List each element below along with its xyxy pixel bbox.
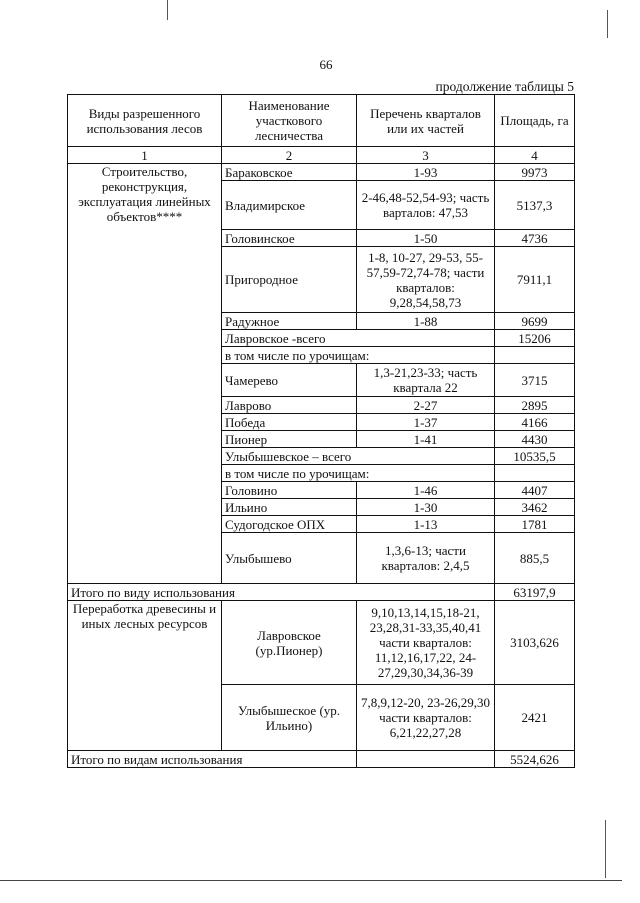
quarters: 9,10,13,14,15,18-21, 23,28,31-33,35,40,41 части кварталов: 11,12,16,17,22, 24-27,29,30,34,36-39	[357, 601, 495, 685]
forestry-name: Бараковское	[222, 164, 357, 181]
quarters: 1-46	[357, 482, 495, 499]
scan-mark-top	[167, 0, 168, 20]
forestry-name: Пригородное	[222, 247, 357, 313]
quarters: 2-46,48-52,54-93; часть варталов: 47,53	[357, 181, 495, 230]
forestry-subtotal-name: Лавровское -всего	[222, 330, 495, 347]
area: 10535,5	[495, 448, 575, 465]
column-number: 2	[222, 147, 357, 164]
area: 3462	[495, 499, 575, 516]
table-continuation-label: продолжение таблицы 5	[435, 79, 574, 94]
forestry-name: Пионер	[222, 431, 357, 448]
use-type-total-value: 63197,9	[495, 584, 575, 601]
quarters: 1-50	[357, 230, 495, 247]
quarters: 1-93	[357, 164, 495, 181]
area: 885,5	[495, 533, 575, 584]
area: 15206	[495, 330, 575, 347]
header-quarters: Перечень кварталов или их частей	[357, 95, 495, 147]
column-number-row	[68, 147, 575, 164]
forestry-name: Ильино	[222, 499, 357, 516]
table-row	[68, 601, 575, 685]
area: 7911,1	[495, 247, 575, 313]
table-row	[68, 164, 575, 181]
grand-total-empty-cell	[357, 751, 495, 768]
page-bottom-rule	[0, 880, 622, 881]
quarters: 1-8, 10-27, 29-53, 55-57,59-72,74-78; части кварталов: 9,28,54,58,73	[357, 247, 495, 313]
forestry-name: Радужное	[222, 313, 357, 330]
table-row-grand-total	[68, 751, 575, 768]
quarters: 1-13	[357, 516, 495, 533]
table-row-total	[68, 584, 575, 601]
forestry-name: Головино	[222, 482, 357, 499]
area: 4430	[495, 431, 575, 448]
quarters: 1,3-21,23-33; часть квартала 22	[357, 364, 495, 397]
forestry-name: Чамерево	[222, 364, 357, 397]
column-number: 4	[495, 147, 575, 164]
quarters: 1,3,6-13; части кварталов: 2,4,5	[357, 533, 495, 584]
quarters: 1-88	[357, 313, 495, 330]
quarters: 2-27	[357, 397, 495, 414]
area: 9699	[495, 313, 575, 330]
area: 4736	[495, 230, 575, 247]
area: 1781	[495, 516, 575, 533]
header-use-type: Виды разрешенного использования лесов	[68, 95, 222, 147]
area: 2895	[495, 397, 575, 414]
use-type-cell: Переработка древесины и иных лесных ресурсов	[68, 601, 222, 751]
forestry-name: Лавровское (ур.Пионер)	[222, 601, 357, 685]
area: 5137,3	[495, 181, 575, 230]
forestry-name: Владимирское	[222, 181, 357, 230]
area: 3103,626	[495, 601, 575, 685]
use-type-cell: Строительство, реконструкция, эксплуатация линейных объектов****	[68, 164, 222, 584]
column-number: 3	[357, 147, 495, 164]
header-area: Площадь, га	[495, 95, 575, 147]
subheading-by-tracts: в том числе по урочищам:	[222, 347, 495, 364]
quarters: 1-41	[357, 431, 495, 448]
area: 9973	[495, 164, 575, 181]
quarters: 1-30	[357, 499, 495, 516]
use-type-total-label: Итого по виду использования	[68, 584, 495, 601]
quarters: 7,8,9,12-20, 23-26,29,30 части кварталов: 6,21,22,27,28	[357, 685, 495, 751]
grand-total-value: 5524,626	[495, 751, 575, 768]
area	[495, 347, 575, 364]
area: 4407	[495, 482, 575, 499]
table-header-row	[68, 95, 575, 147]
forest-use-table	[67, 94, 575, 768]
area: 2421	[495, 685, 575, 751]
forestry-name: Судогодское ОПХ	[222, 516, 357, 533]
scan-edge-right	[605, 820, 606, 878]
forestry-name: Головинское	[222, 230, 357, 247]
area	[495, 465, 575, 482]
column-number: 1	[68, 147, 222, 164]
forestry-name: Улыбышеское (ур. Ильино)	[222, 685, 357, 751]
area: 4166	[495, 414, 575, 431]
forestry-subtotal-name: Улыбышевское – всего	[222, 448, 495, 465]
forestry-name: Улыбышево	[222, 533, 357, 584]
quarters: 1-37	[357, 414, 495, 431]
subheading-by-tracts: в том числе по урочищам:	[222, 465, 495, 482]
area: 3715	[495, 364, 575, 397]
forestry-name: Победа	[222, 414, 357, 431]
page-number: 66	[319, 57, 333, 72]
scan-mark-right	[607, 10, 608, 38]
grand-total-label: Итого по видам использования	[68, 751, 357, 768]
forestry-name: Лаврово	[222, 397, 357, 414]
header-forestry-name: Наименование участкового лесничества	[222, 95, 357, 147]
